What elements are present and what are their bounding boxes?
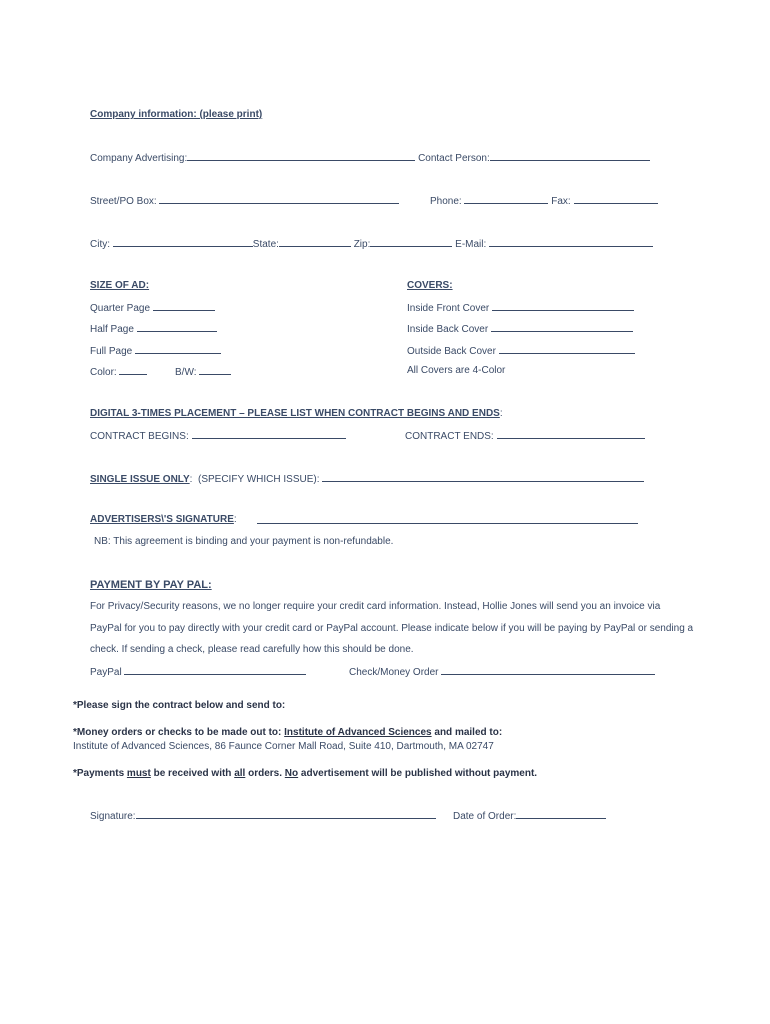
date-of-order-field[interactable] bbox=[516, 809, 606, 819]
inside-front-field[interactable] bbox=[492, 301, 634, 311]
contract-ends-field[interactable] bbox=[497, 429, 645, 439]
payment-policy bbox=[73, 768, 537, 780]
half-page-field[interactable] bbox=[137, 322, 217, 332]
advertiser-signature-colon: : bbox=[233, 514, 237, 525]
state-field[interactable] bbox=[279, 237, 351, 247]
footer-signature-row bbox=[90, 809, 436, 823]
inside-back-label: Inside Back Cover bbox=[407, 324, 489, 335]
full-page-field[interactable] bbox=[135, 344, 221, 354]
payment-policy-no: No bbox=[284, 768, 299, 779]
check-option-row bbox=[349, 665, 655, 679]
paypal-option-label: PayPal bbox=[90, 667, 122, 678]
digital-heading-colon: : bbox=[499, 408, 503, 419]
company-advertising-field[interactable] bbox=[187, 151, 415, 161]
check-option-field[interactable] bbox=[441, 665, 655, 675]
quarter-page-row bbox=[90, 301, 215, 315]
paypal-option-row bbox=[90, 665, 306, 679]
half-page-label: Half Page bbox=[90, 324, 134, 335]
digital-heading: DIGITAL 3-TIMES PLACEMENT – PLEASE LIST WHEN CONTRACT BEGINS AND ENDS bbox=[90, 408, 500, 419]
sign-and-send-instruction: *Please sign the contract below and send to: bbox=[73, 700, 286, 711]
money-order-instruction bbox=[73, 727, 502, 739]
specify-issue-label: (SPECIFY WHICH ISSUE): bbox=[198, 474, 320, 485]
contact-person-field[interactable] bbox=[490, 151, 650, 161]
bw-field[interactable] bbox=[199, 365, 231, 375]
city-label: City: bbox=[90, 239, 110, 250]
street-row bbox=[90, 194, 399, 208]
size-of-ad-heading: SIZE OF AD: bbox=[90, 280, 150, 291]
company-advertising-row bbox=[90, 151, 650, 165]
full-page-label: Full Page bbox=[90, 346, 133, 357]
date-of-order-label: Date of Order: bbox=[453, 811, 517, 822]
covers-heading: COVERS: bbox=[407, 280, 453, 291]
advertiser-signature-heading: ADVERTISERS\'S SIGNATURE bbox=[90, 514, 234, 525]
fax-label: Fax: bbox=[551, 196, 571, 207]
city-field[interactable] bbox=[113, 237, 253, 247]
quarter-page-field[interactable] bbox=[153, 301, 215, 311]
state-label: State: bbox=[252, 239, 279, 250]
paypal-text-line1: For Privacy/Security reasons, we no longer require your credit card information. Instead, Hollie Jones will send you an invoice via bbox=[90, 601, 661, 612]
check-option-label: Check/Money Order bbox=[349, 667, 439, 678]
payment-policy-must: must bbox=[126, 768, 151, 779]
street-label: Street/PO Box: bbox=[90, 196, 157, 207]
full-page-row bbox=[90, 344, 221, 358]
contact-person-label: Contact Person: bbox=[418, 153, 490, 164]
date-of-order-row bbox=[453, 809, 606, 823]
color-label: Color: bbox=[90, 367, 117, 378]
advertiser-signature-label-row bbox=[90, 514, 237, 526]
footer-signature-label: Signature: bbox=[90, 811, 136, 822]
payment-policy-part2: be received with bbox=[150, 768, 235, 779]
contract-ends-label: CONTRACT ENDS: bbox=[405, 431, 494, 442]
binding-note: NB: This agreement is binding and your payment is non-refundable. bbox=[94, 536, 394, 547]
inside-back-row bbox=[407, 322, 633, 336]
color-field[interactable] bbox=[119, 365, 147, 375]
mailing-address: Institute of Advanced Sciences, 86 Faunce Corner Mall Road, Suite 410, Dartmouth, MA 02747 bbox=[73, 741, 494, 752]
email-label: E-Mail: bbox=[455, 239, 487, 250]
phone-field[interactable] bbox=[464, 194, 548, 204]
fax-field[interactable] bbox=[574, 194, 658, 204]
outside-back-label: Outside Back Cover bbox=[407, 346, 496, 357]
footer-signature-field[interactable] bbox=[136, 809, 436, 819]
street-field[interactable] bbox=[159, 194, 399, 204]
single-issue-row bbox=[90, 472, 644, 486]
inside-front-label: Inside Front Cover bbox=[407, 303, 490, 314]
contract-ends-row bbox=[405, 429, 645, 443]
contract-begins-row bbox=[90, 429, 346, 443]
paypal-text-line3: check. If sending a check, please read carefully how this should be done. bbox=[90, 644, 414, 655]
payee-institute: Institute of Advanced Sciences bbox=[284, 727, 432, 738]
company-info-heading: Company information: (please print) bbox=[90, 109, 263, 120]
half-page-row bbox=[90, 322, 217, 336]
phone-label: Phone: bbox=[430, 196, 462, 207]
payment-policy-part1: *Payments bbox=[73, 768, 127, 779]
paypal-heading: PAYMENT BY PAY PAL: bbox=[90, 579, 212, 591]
advertiser-signature-field-row bbox=[257, 514, 638, 528]
paypal-option-field[interactable] bbox=[124, 665, 306, 675]
company-advertising-label: Company Advertising: bbox=[90, 153, 188, 164]
city-row bbox=[90, 237, 653, 251]
contract-begins-field[interactable] bbox=[192, 429, 346, 439]
inside-back-field[interactable] bbox=[491, 322, 633, 332]
zip-field[interactable] bbox=[370, 237, 452, 247]
contract-begins-label: CONTRACT BEGINS: bbox=[90, 431, 189, 442]
paypal-text-line2: PayPal for you to pay directly with your credit card or PayPal account. Please indicate below if you will be paying by PayPal or sending a bbox=[90, 623, 694, 634]
single-issue-colon: : bbox=[189, 474, 193, 485]
digital-heading-row bbox=[90, 408, 503, 420]
outside-back-row bbox=[407, 344, 635, 358]
advertiser-signature-field[interactable] bbox=[257, 514, 638, 524]
payment-policy-part4: advertisement will be published without payment. bbox=[298, 768, 538, 779]
covers-note: All Covers are 4-Color bbox=[407, 365, 506, 376]
money-order-suffix: and mailed to: bbox=[431, 727, 503, 738]
payment-policy-part3: orders. bbox=[245, 768, 285, 779]
payment-policy-all: all bbox=[234, 768, 246, 779]
bw-label: B/W: bbox=[175, 367, 197, 378]
bw-row bbox=[175, 365, 231, 379]
zip-label: Zip: bbox=[353, 239, 371, 250]
email-field[interactable] bbox=[489, 237, 653, 247]
quarter-page-label: Quarter Page bbox=[90, 303, 151, 314]
single-issue-heading: SINGLE ISSUE ONLY bbox=[90, 474, 190, 485]
color-row bbox=[90, 365, 147, 379]
phone-fax-row bbox=[430, 194, 658, 208]
single-issue-field[interactable] bbox=[322, 472, 644, 482]
inside-front-row bbox=[407, 301, 634, 315]
outside-back-field[interactable] bbox=[499, 344, 635, 354]
money-order-prefix: *Money orders or checks to be made out to: bbox=[73, 727, 285, 738]
